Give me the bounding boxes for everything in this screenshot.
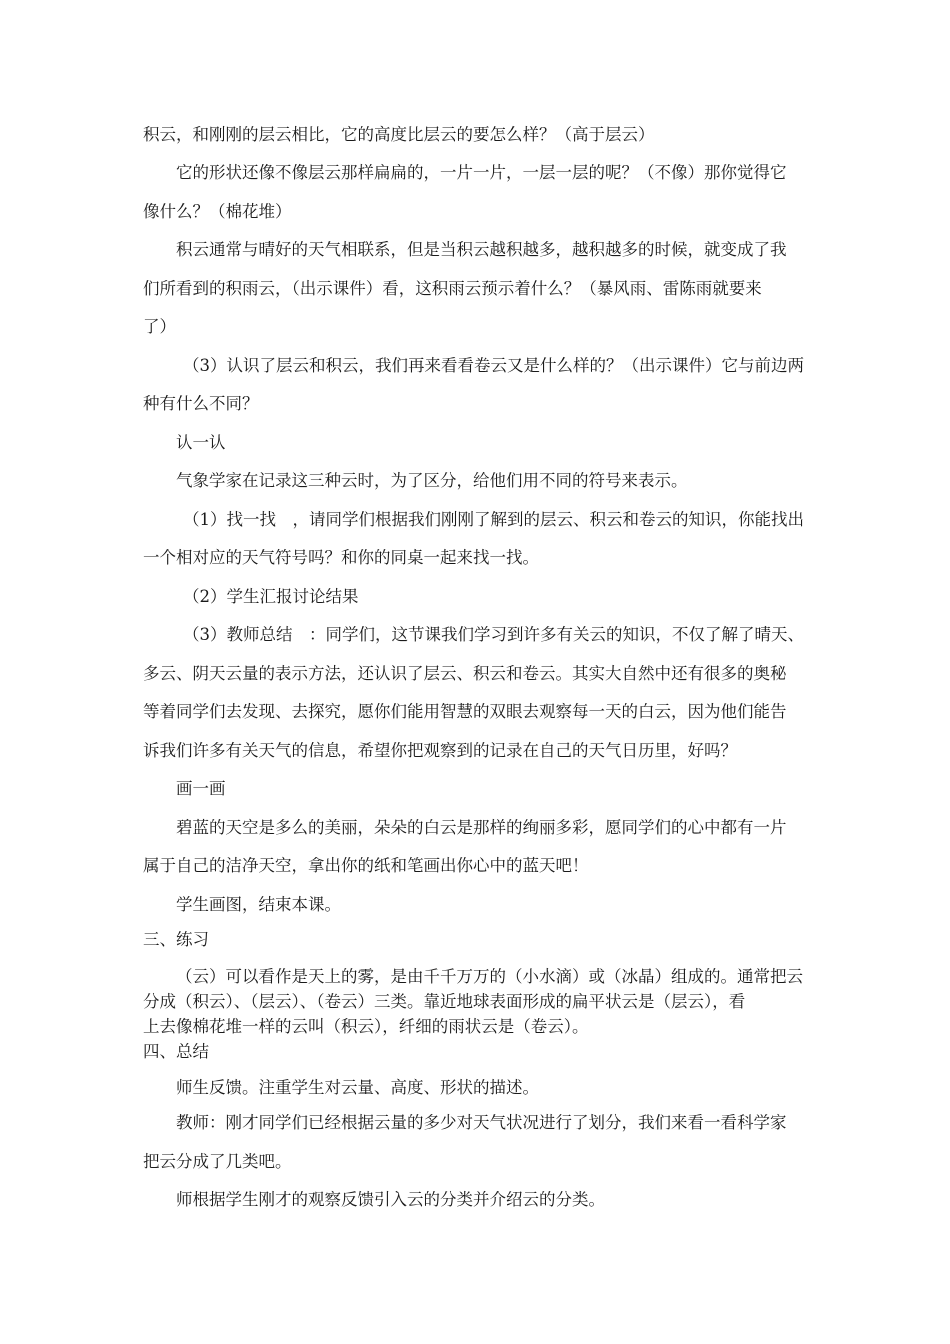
text-line: 师生反馈。注重学生对云量、高度、形状的描述。	[176, 1078, 539, 1097]
text-line: 分成（积云）、（层云）、（卷云）三类。靠近地球表面形成的扁平状云是（层云），看	[143, 992, 746, 1011]
text-line: 上去像棉花堆一样的云叫（积云），纤细的雨状云是（卷云）。	[143, 1017, 589, 1036]
text-line: 教师：刚才同学们已经根据云量的多少对天气状况进行了划分，我们来看一看科学家	[176, 1113, 787, 1132]
text-line: （2）学生汇报讨论结果	[183, 587, 359, 606]
text-line: 诉我们许多有关天气的信息，希望你把观察到的记录在自己的天气日历里，好吗？	[143, 741, 737, 760]
section-heading: 四、总结	[143, 1042, 209, 1061]
text-line: 它的形状还像不像层云那样扁扁的，一片一片，一层一层的呢？（不像）那你觉得它	[176, 163, 787, 182]
text-line: 积云通常与晴好的天气相联系，但是当积云越积越多，越积越多的时候，就变成了我	[176, 240, 787, 259]
text-line: 等着同学们去发现、去探究，愿你们能用智慧的双眼去观察每一天的白云，因为他们能告	[143, 702, 787, 721]
section-heading: 三、练习	[143, 930, 209, 949]
text-line: 种有什么不同？	[143, 394, 259, 413]
text-line: 多云、阴天云量的表示方法，还认识了层云、积云和卷云。其实大自然中还有很多的奥秘	[143, 664, 787, 683]
text-line: （1）找一找 ，请同学们根据我们刚刚了解到的层云、积云和卷云的知识，你能找出	[183, 510, 804, 529]
section-heading: 画一画	[176, 779, 226, 798]
text-line: 了）	[143, 317, 176, 336]
text-line: 一个相对应的天气符号吗？和你的同桌一起来找一找。	[143, 548, 539, 567]
text-line: 像什么？（棉花堆）	[143, 202, 292, 221]
text-line: 学生画图，结束本课。	[176, 895, 341, 914]
text-line: 把云分成了几类吧。	[143, 1152, 292, 1171]
text-line: 师根据学生刚才的观察反馈引入云的分类并介绍云的分类。	[176, 1190, 605, 1209]
text-line: 积云，和刚刚的层云相比，它的高度比层云的要怎么样？（高于层云）	[143, 125, 655, 144]
text-line: （3）教师总结 ：同学们，这节课我们学习到许多有关云的知识，不仅了解了晴天、	[183, 625, 804, 644]
text-line: 气象学家在记录这三种云时，为了区分，给他们用不同的符号来表示。	[176, 471, 688, 490]
text-line: 们所看到的积雨云，（出示课件）看，这积雨云预示着什么？（暴风雨、雷陈雨就要来	[143, 279, 762, 298]
text-line: （云）可以看作是天上的雾，是由千千万万的（小水滴）或（冰晶）组成的。通常把云	[176, 967, 803, 986]
section-heading: 认一认	[176, 433, 226, 452]
text-line: 碧蓝的天空是多么的美丽，朵朵的白云是那样的绚丽多彩，愿同学们的心中都有一片	[176, 818, 787, 837]
text-line: （3）认识了层云和积云，我们再来看看卷云又是什么样的？（出示课件）它与前边两	[183, 356, 804, 375]
text-line: 属于自己的洁净天空，拿出你的纸和笔画出你心中的蓝天吧！	[143, 856, 589, 875]
